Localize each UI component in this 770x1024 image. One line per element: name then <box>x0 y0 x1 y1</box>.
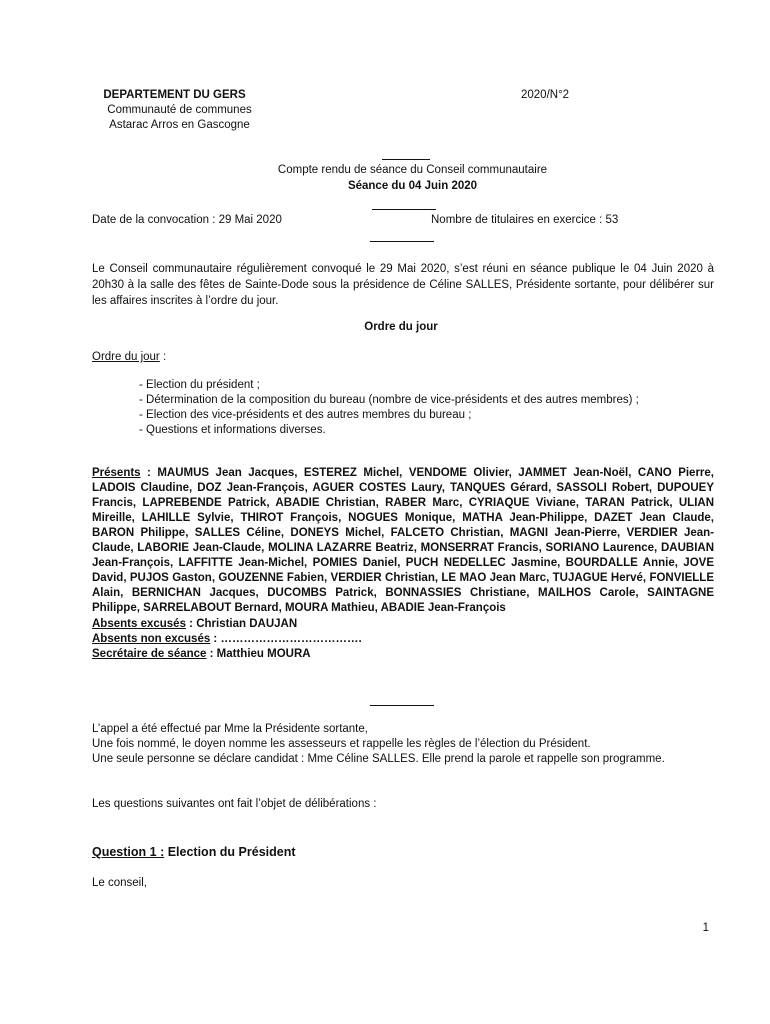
page-number: 1 <box>702 922 709 934</box>
intro-paragraph: Le Conseil communautaire régulièrement convoqué le 29 Mai 2020, s’est réuni en séance publique le 04 Juin 2020 à 20h30 à la salle des fêtes de Sainte-Dode sous la présidence de Céline SALLES, Présidente sortante, pour délibérer sur les affaires inscrites à l’ordre du jour. <box>92 263 714 307</box>
department-name: DEPARTEMENT DU GERS <box>103 89 246 101</box>
present-names: : MAUMUS Jean Jacques, ESTEREZ Michel, VENDOME Olivier, JAMMET Jean-Noël, CANO Pierre, LADOIS Claudine, DOZ Jean-François, AGUER COSTES Laury, TANQUES Gérard, SASSOLI Robert, DUPOUEY Francis, LAPREBENDE Patrick, ABADIE Christian, RABER Marc, CYRIAQUE Viviane, TARAN Patrick, ULIAN Mireille, LAHILLE Sylvie, THIROT François, NOGUES Monique, MATHA Jean-Philippe, DAZET Jean Claude, BARON Philippe, SALLES Céline, DONEYS Michel, FALCETO Christian, MAGNI Jean-Pierre, VERDIER Jean-Claude, LABORIE Jean-Claude, MOLINA LAZARRE Beatriz, MONSERRAT Francis, SORIANO Laurence, DAUBIAN Jean-François, LAFFITTE Jean-Michel, POMIES Daniel, PUCH NEDELLEC Jasmine, BOURDALLE Annie, JOVE David, PUJOS Gaston, GOUZENNE Fabien, VERDIER Christian, LE MAO Jean Marc, TUJAGUE Hervé, FONVIELLE Alain, BERNICHAN Jacques, DUCOMBS Patrick, BONNASSIES Christiane, MAILHOS Carole, SAINTAGNE Philippe, SARRELABOUT Bernard, MOURA Mathieu, ABADIE Jean-François <box>92 467 714 614</box>
excused-absences <box>92 617 714 632</box>
secretary-label: Secrétaire de séance <box>92 648 207 660</box>
excused-value: : Christian DAUJAN <box>185 618 298 630</box>
question-number: Question 1 : <box>92 845 165 859</box>
council-line: Le conseil, <box>92 877 147 889</box>
issuer-block <box>92 88 292 133</box>
proceedings-line: L’appel a été effectué par Mme la Présidente sortante, <box>92 723 368 735</box>
titular-members-count: Nombre de titulaires en exercice : 53 <box>431 214 619 226</box>
unexcused-label: Absents non excusés <box>92 633 211 645</box>
community-name-line2: Astarac Arros en Gascogne <box>109 119 250 131</box>
proceedings-line: Une seule personne se déclare candidat : Mme Céline SALLES. Elle prend la parole et rappelle son programme. <box>92 753 665 765</box>
agenda-label <box>92 350 166 365</box>
agenda-label-colon: : <box>159 351 167 363</box>
agenda-list <box>139 378 719 438</box>
excused-label: Absents excusés <box>92 618 186 630</box>
separator-line <box>370 705 434 706</box>
separator-line <box>382 159 430 160</box>
document-reference: 2020/N°2 <box>521 89 570 101</box>
agenda-item: - Election des vice-présidents et des autres membres du bureau ; <box>139 409 472 421</box>
session-secretary <box>92 647 714 662</box>
agenda-item: - Questions et informations diverses. <box>139 424 326 436</box>
agenda-item: - Election du président ; <box>139 379 260 391</box>
question-title: Election du Président <box>164 845 296 859</box>
unexcused-value: : ………………………………. <box>210 633 362 645</box>
unexcused-absences <box>92 632 714 647</box>
convocation-date: Date de la convocation : 29 Mai 2020 <box>92 214 282 226</box>
separator-line <box>370 241 434 242</box>
deliberations-intro: Les questions suivantes ont fait l’objet de délibérations : <box>92 798 377 810</box>
report-subtitle: Compte rendu de séance du Conseil communautaire <box>277 164 548 176</box>
proceedings-line: Une fois nommé, le doyen nomme les assesseurs et rappelle les règles de l’élection du Président. <box>92 738 591 750</box>
secretary-value: : Matthieu MOURA <box>206 648 311 660</box>
present-members <box>92 466 714 616</box>
agenda-heading: Ordre du jour <box>364 321 438 333</box>
session-title: Séance du 04 Juin 2020 <box>347 180 478 192</box>
agenda-item: - Détermination de la composition du bureau (nombre de vice-présidents et des autres membres) ; <box>139 394 639 406</box>
separator-line <box>372 209 436 210</box>
community-name-line1: Communauté de communes <box>107 104 252 116</box>
agenda-label-text: Ordre du jour <box>92 351 160 363</box>
question-heading <box>92 845 296 860</box>
present-label: Présents <box>92 467 141 479</box>
